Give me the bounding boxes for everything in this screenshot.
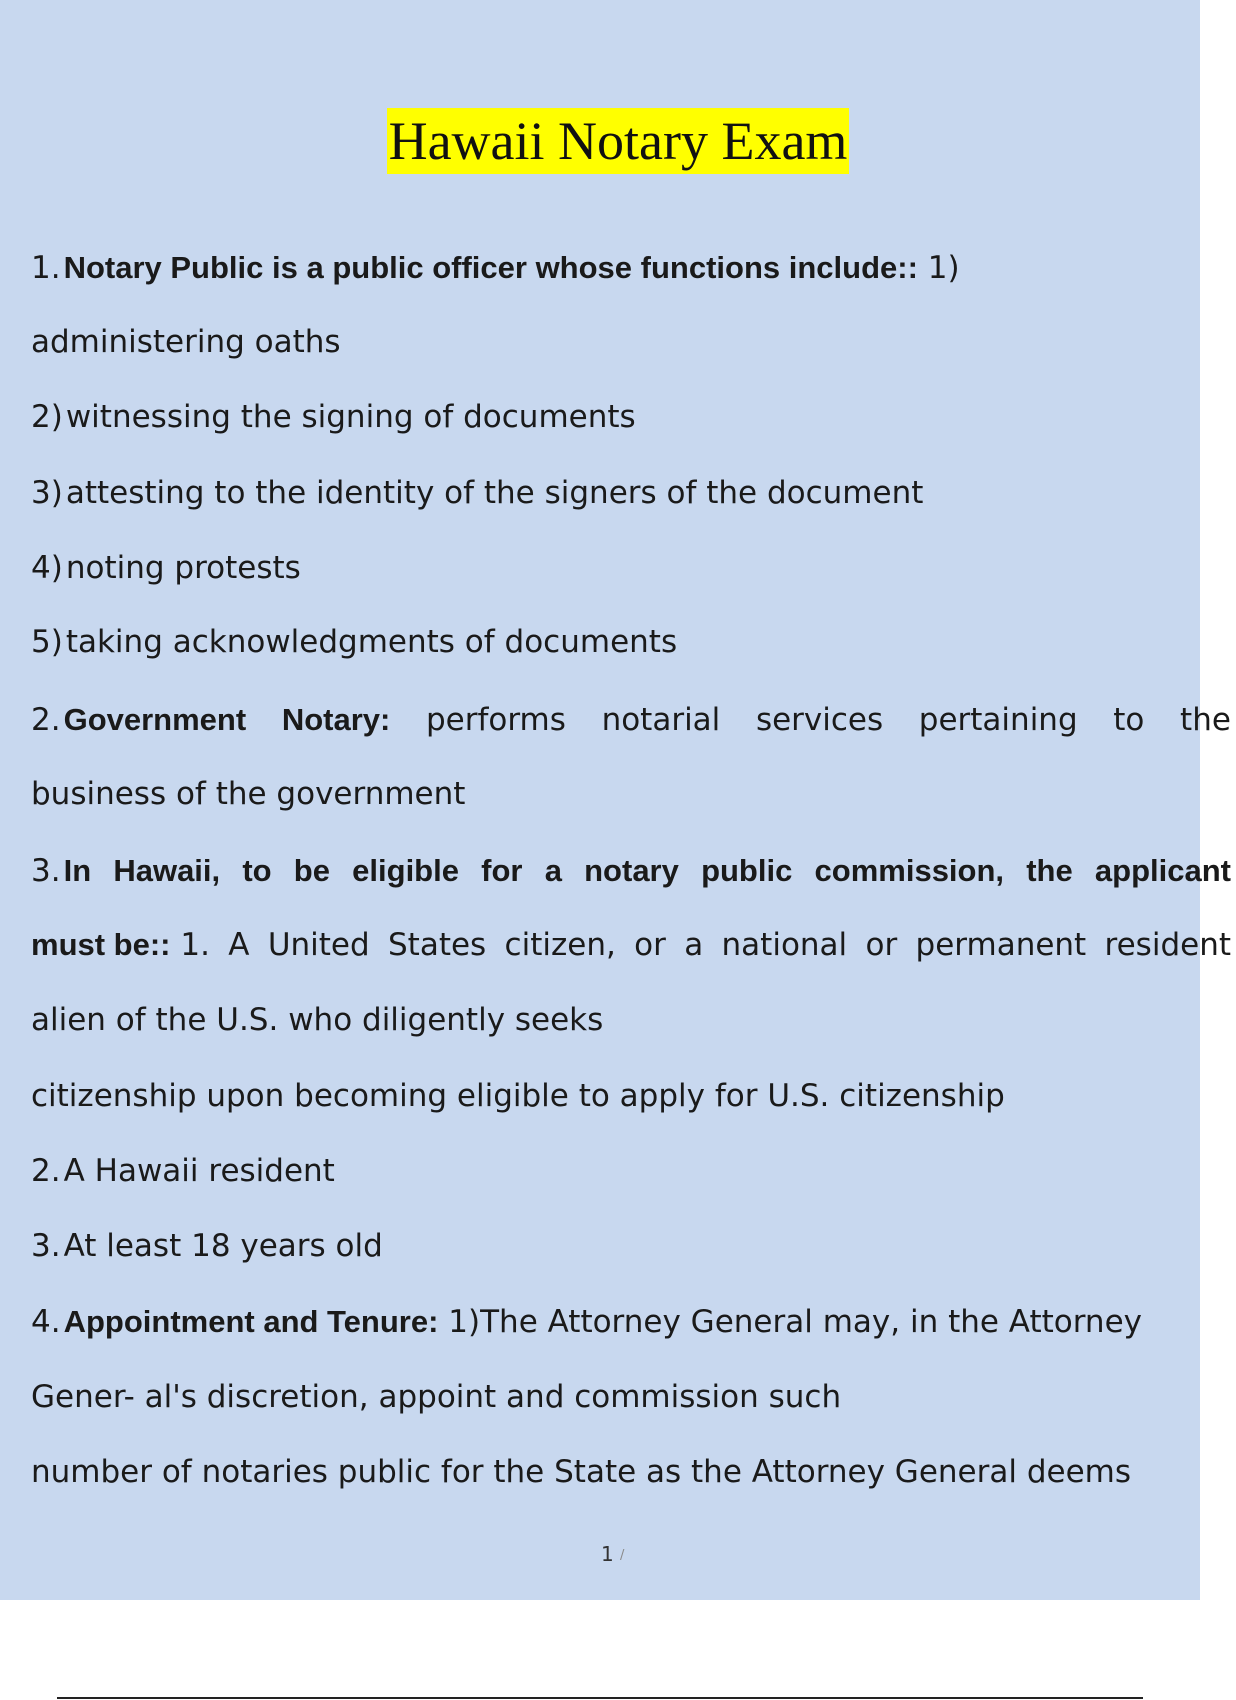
q4-line3: number of notaries public for the State as the Attorney General deems — [31, 1454, 1132, 1490]
q1-start: 1) — [927, 250, 960, 286]
q4-term: Appointment and Tenure: — [63, 1304, 439, 1339]
page-title: Hawaii Notary Exam — [387, 108, 850, 174]
q1-term: Notary Public is a public officer whose functions include:: — [63, 250, 918, 285]
page-number-separator: / — [620, 1548, 625, 1563]
q4-number: 4. — [31, 1304, 61, 1340]
divider — [57, 1697, 1143, 1699]
q1-line2: administering oaths — [31, 324, 341, 360]
q3-line4: citizenship upon becoming eligible to apply for U.S. citizenship — [31, 1078, 1005, 1114]
q3-term-line2: must be:: 1. A United States citizen, or a national or permanent resident — [31, 927, 1231, 963]
page-number: 1 — [601, 1542, 614, 1566]
q3-line3: alien of the U.S. who diligently seeks — [31, 1002, 604, 1038]
q1-term-line — [31, 248, 960, 288]
q4-line2: Gener- al's discretion, appoint and commission such — [31, 1379, 842, 1415]
list-item: 3)attesting to the identity of the signers of the document — [31, 475, 924, 511]
q2-number: 2. — [31, 702, 61, 738]
q3-number: 3. — [31, 853, 61, 889]
list-item: 2)witnessing the signing of documents — [31, 399, 636, 435]
list-item: 2.A Hawaii resident — [31, 1153, 335, 1189]
q4-term-line: 4.Appointment and Tenure: 1)The Attorney General may, in the Attorney — [31, 1304, 1142, 1340]
list-item: 4)noting protests — [31, 550, 301, 586]
list-item: 5)taking acknowledgments of documents — [31, 624, 678, 660]
q1-number: 1. — [31, 250, 61, 286]
q2-line2: business of the government — [31, 776, 466, 812]
q3-term-line: 3.In Hawaii, to be eligible for a notary public commission, the applicant — [31, 853, 1231, 889]
q2-term-line: 2.Government Notary: performs notarial services pertaining to the — [31, 702, 1231, 738]
list-item: 3.At least 18 years old — [31, 1228, 383, 1264]
